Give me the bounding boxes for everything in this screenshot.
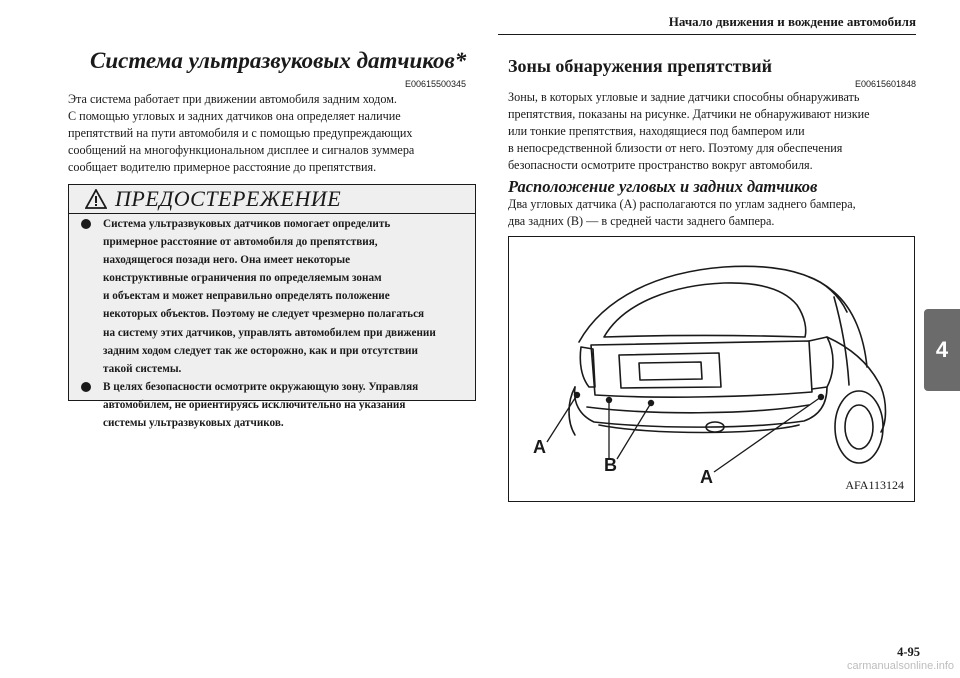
warning-item (79, 215, 469, 378)
bullet-icon (81, 382, 91, 392)
warning-line: находящегося позади него. Она имеет некоторые (103, 254, 351, 267)
left-section-body (68, 91, 480, 176)
body-line: Два угловых датчика (A) располагаются по углам заднего бампера, (508, 197, 856, 211)
page-number: 4-95 (897, 645, 920, 659)
warning-header (69, 185, 475, 214)
right-section-title: Зоны обнаружения препятствий (508, 56, 772, 76)
warning-line: и объектам и может неправильно определять положение (103, 290, 390, 303)
body-line: Зоны, в которых угловые и задние датчики способны обнаруживать (508, 90, 860, 104)
warning-line: некоторых объектов. Поэтому не следует чрезмерно полагаться (103, 308, 425, 321)
section-tab: 4 (924, 309, 960, 391)
body-line: два задних (B) — в средней части заднего бампера. (508, 214, 775, 228)
warning-box (68, 184, 476, 430)
header-title: Начало движения и вождение автомобиля (668, 14, 916, 29)
body-line: или тонкие препятствия, находящиеся под бампером или (508, 124, 805, 138)
sensor-location-figure (508, 236, 915, 502)
body-line: С помощью угловых и задних датчиков она определяет наличие (68, 109, 401, 123)
figure-code: AFA113124 (845, 478, 904, 492)
warning-item (79, 378, 469, 432)
subsection-title: Расположение угловых и задних датчиков (508, 177, 818, 196)
right-section-body (508, 89, 920, 174)
body-line: сообщает водителю примерное расстояние до препятствия. (68, 160, 377, 174)
warning-title: ПРЕДОСТЕРЕЖЕНИЕ (115, 186, 342, 211)
body-line: в непосредственной близости от него. Поэтому для обеспечения (508, 141, 843, 155)
warning-line: задним ходом следует так же осторожно, как и при отсутствии (103, 344, 418, 357)
subsection-body (508, 196, 920, 230)
warning-line: примерное расстояние от автомобиля до препятствия, (103, 236, 378, 249)
body-line: препятствия, показаны на рисунке. Датчики не обнаруживают низкие (508, 107, 870, 121)
warning-list (79, 215, 469, 432)
left-section-title: Система ультразвуковых датчиков* (90, 48, 467, 73)
left-section-code: E00615500345 (405, 79, 467, 89)
warning-line: В целях безопасности осмотрите окружающую зону. Управляя (103, 380, 419, 393)
warning-line: системы ультразвуковых датчиков. (103, 417, 284, 430)
warning-line: автомобилем, не ориентируясь исключительно на указания (103, 398, 406, 411)
warning-triangle-icon (85, 189, 107, 209)
bullet-icon (81, 219, 91, 229)
watermark: carmanualsonline.info (846, 660, 954, 672)
warning-line: такой системы. (103, 362, 182, 375)
sensor-label-a-left: A (533, 437, 546, 457)
warning-line: Система ультразвуковых датчиков помогает определить (103, 218, 391, 230)
body-line: Эта система работает при движении автомобиля задним ходом. (68, 92, 397, 106)
right-section-code: E00615601848 (855, 79, 917, 89)
sensor-label-a-right: A (700, 467, 713, 487)
sensor-label-b: B (604, 455, 617, 475)
body-line: безопасности осмотрите пространство вокруг автомобиля. (508, 158, 813, 172)
warning-line: конструктивные ограничения по определяемым зонам (103, 272, 382, 285)
body-line: препятствий на пути автомобиля и с помощью предупреждающих (68, 126, 413, 140)
body-line: сообщений на многофункциональном дисплее и сигналов зуммера (68, 143, 415, 157)
warning-line: на систему этих датчиков, управлять автомобилем при движении (103, 326, 436, 339)
header-divider (498, 34, 916, 35)
car-rear-illustration (509, 237, 914, 501)
